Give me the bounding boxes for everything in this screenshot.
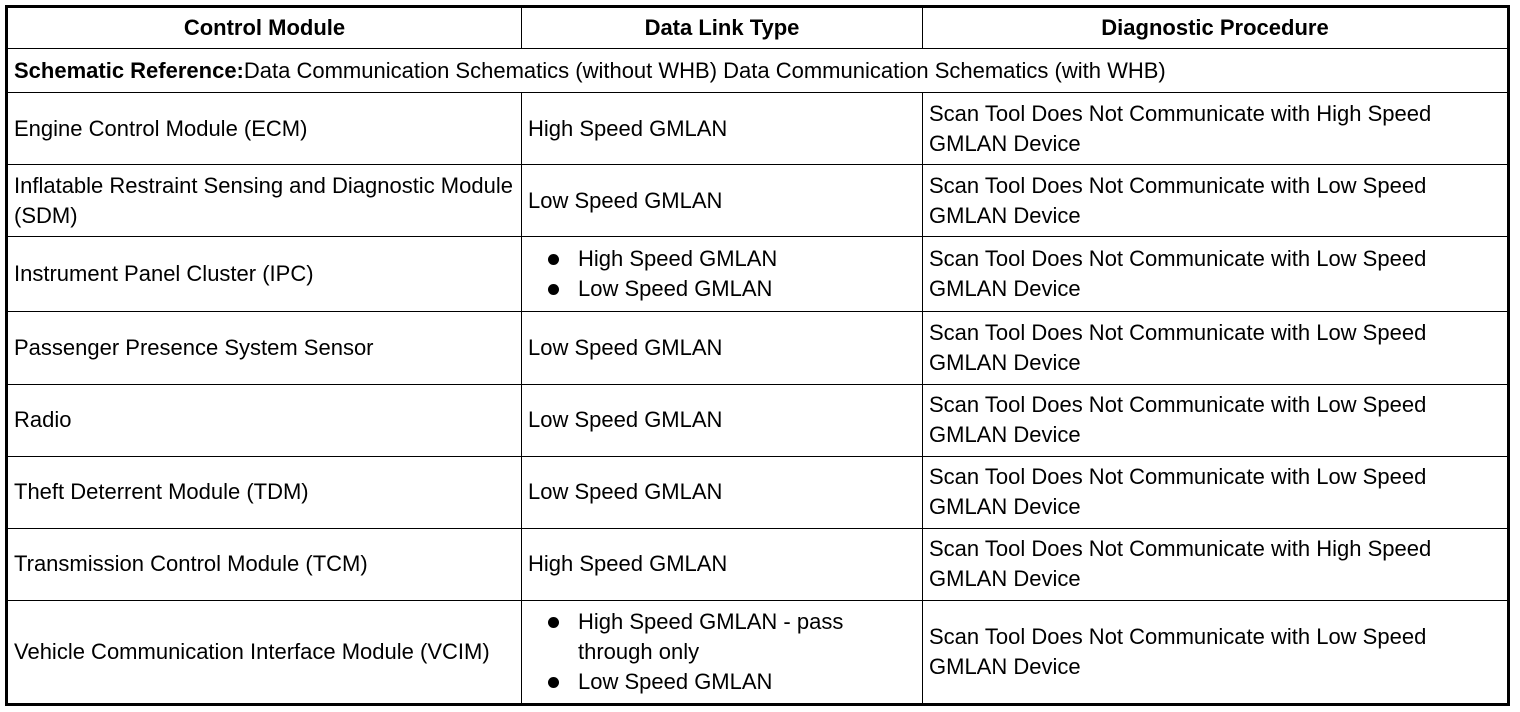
diagnostic-procedure-link[interactable]: Scan Tool Does Not Communicate with Low Speed GMLAN Device	[923, 384, 1509, 456]
diagnostic-procedure-link[interactable]: Scan Tool Does Not Communicate with High Speed GMLAN Device	[923, 93, 1509, 165]
diagnostic-procedure-link[interactable]: Scan Tool Does Not Communicate with Low Speed GMLAN Device	[923, 456, 1509, 528]
data-link-list-item: High Speed GMLAN	[546, 244, 916, 274]
schematic-reference-cell	[7, 49, 1509, 93]
header-data-link-type: Data Link Type	[522, 7, 923, 49]
data-link-type-cell: High Speed GMLAN	[522, 528, 923, 600]
control-module-cell: Theft Deterrent Module (TDM)	[7, 456, 522, 528]
header-diagnostic-procedure: Diagnostic Procedure	[923, 7, 1509, 49]
control-module-cell: Instrument Panel Cluster (IPC)	[7, 237, 522, 312]
data-link-type-cell	[522, 237, 923, 312]
diagnostic-procedure-link[interactable]: Scan Tool Does Not Communicate with Low Speed GMLAN Device	[923, 237, 1509, 312]
data-link-type-cell: Low Speed GMLAN	[522, 384, 923, 456]
diagnostic-procedure-link[interactable]: Scan Tool Does Not Communicate with Low Speed GMLAN Device	[923, 165, 1509, 237]
table-row	[7, 165, 1509, 237]
control-module-cell: Passenger Presence System Sensor	[7, 312, 522, 384]
schematic-reference-label: Schematic Reference:	[14, 57, 244, 83]
data-link-list	[528, 607, 916, 697]
data-link-list-item: Low Speed GMLAN	[546, 274, 916, 304]
control-module-cell: Vehicle Communication Interface Module (VCIM)	[7, 600, 522, 704]
table-row	[7, 456, 1509, 528]
data-link-type-cell: High Speed GMLAN	[522, 93, 923, 165]
data-link-type-cell: Low Speed GMLAN	[522, 165, 923, 237]
data-link-type-cell	[522, 600, 923, 704]
data-link-list-item: Low Speed GMLAN	[546, 667, 916, 697]
schematic-reference-row	[7, 49, 1509, 93]
control-module-cell: Engine Control Module (ECM)	[7, 93, 522, 165]
data-link-table	[5, 5, 1510, 706]
data-link-type-cell: Low Speed GMLAN	[522, 456, 923, 528]
header-row	[7, 7, 1509, 49]
table-row	[7, 384, 1509, 456]
table-row	[7, 600, 1509, 704]
control-module-cell: Radio	[7, 384, 522, 456]
control-module-cell: Transmission Control Module (TCM)	[7, 528, 522, 600]
diagnostic-procedure-link[interactable]: Scan Tool Does Not Communicate with High Speed GMLAN Device	[923, 528, 1509, 600]
data-link-type-cell: Low Speed GMLAN	[522, 312, 923, 384]
schematic-reference-links[interactable]: Data Communication Schematics (without WHB) Data Communication Schematics (with WHB)	[243, 57, 1166, 83]
control-module-cell: Inflatable Restraint Sensing and Diagnostic Module (SDM)	[7, 165, 522, 237]
table-row	[7, 93, 1509, 165]
diagnostic-procedure-link[interactable]: Scan Tool Does Not Communicate with Low Speed GMLAN Device	[923, 312, 1509, 384]
table-row	[7, 528, 1509, 600]
data-link-list	[528, 244, 916, 304]
table-row	[7, 312, 1509, 384]
table-row	[7, 237, 1509, 312]
header-control-module: Control Module	[7, 7, 522, 49]
data-link-list-item: High Speed GMLAN - pass through only	[546, 607, 916, 667]
diagnostic-procedure-link[interactable]: Scan Tool Does Not Communicate with Low Speed GMLAN Device	[923, 600, 1509, 704]
